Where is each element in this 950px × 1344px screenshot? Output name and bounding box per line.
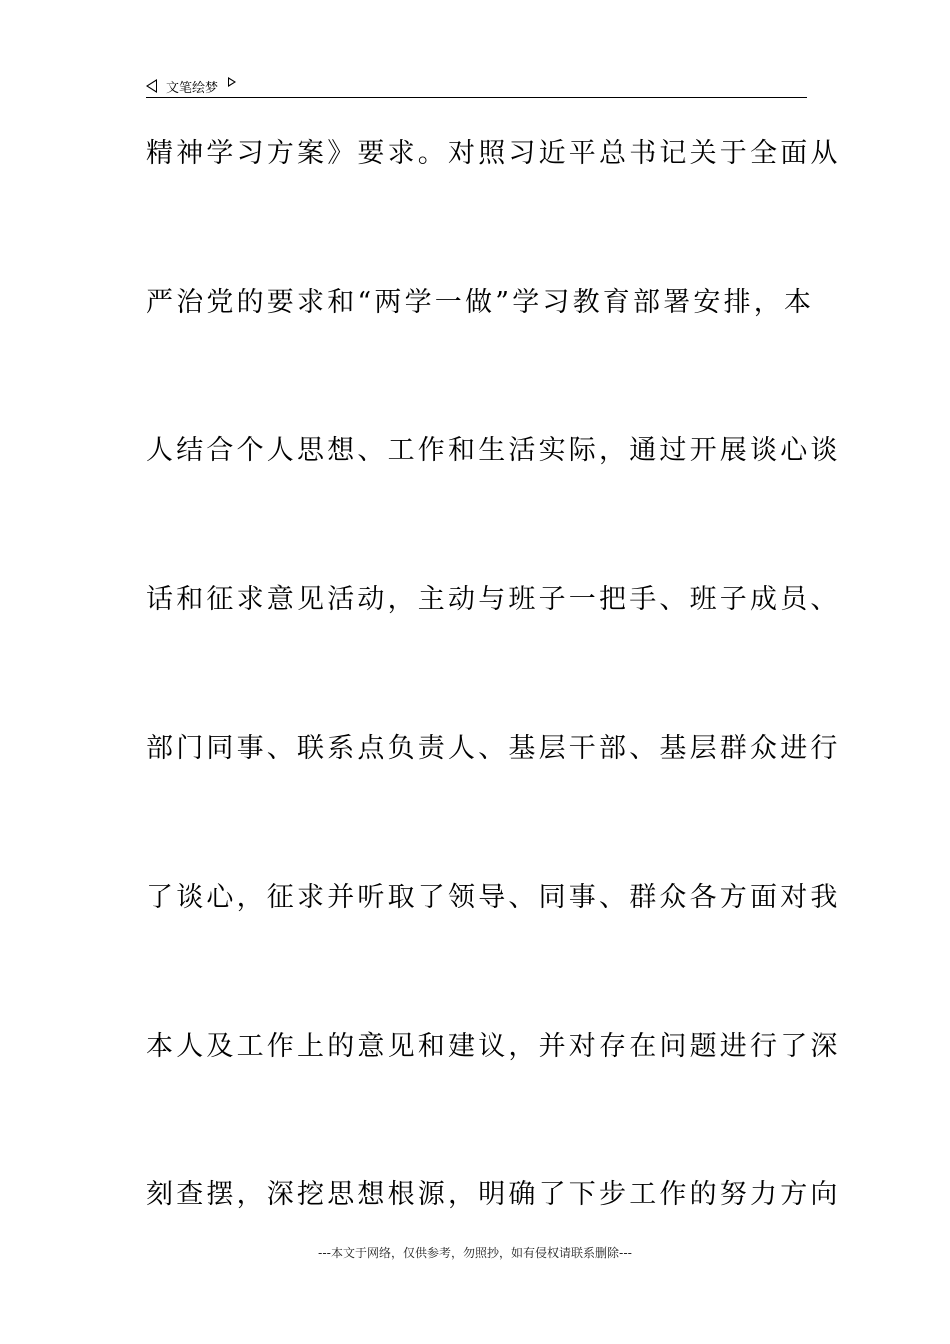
body-line: 人结合个人思想、工作和生活实际，通过开展谈心谈 xyxy=(146,435,841,466)
body-line: 本人及工作上的意见和建议，并对存在问题进行了深 xyxy=(146,1031,841,1062)
body-line: 话和征求意见活动，主动与班子一把手、班子成员、 xyxy=(146,584,841,615)
left-triangle-icon xyxy=(146,79,157,93)
page-header xyxy=(146,74,806,98)
body-line: 部门同事、联系点负责人、基层干部、基层群众进行 xyxy=(146,733,841,764)
right-triangle-icon xyxy=(228,77,236,87)
header-rule xyxy=(146,97,807,98)
body-line: 精神学习方案》要求。对照习近平总书记关于全面从 xyxy=(146,138,841,169)
body-line: 严治党的要求和“两学一做”学习教育部署安排，本 xyxy=(146,287,815,318)
body-line: 了谈心，征求并听取了领导、同事、群众各方面对我 xyxy=(146,882,841,913)
header-title: 文笔绘梦 xyxy=(166,80,219,96)
body-line: 刻查摆，深挖思想根源，明确了下步工作的努力方向 xyxy=(146,1179,841,1210)
footer-disclaimer: ---本文于网络，仅供参考，勿照抄，如有侵权请联系删除--- xyxy=(318,1246,632,1260)
